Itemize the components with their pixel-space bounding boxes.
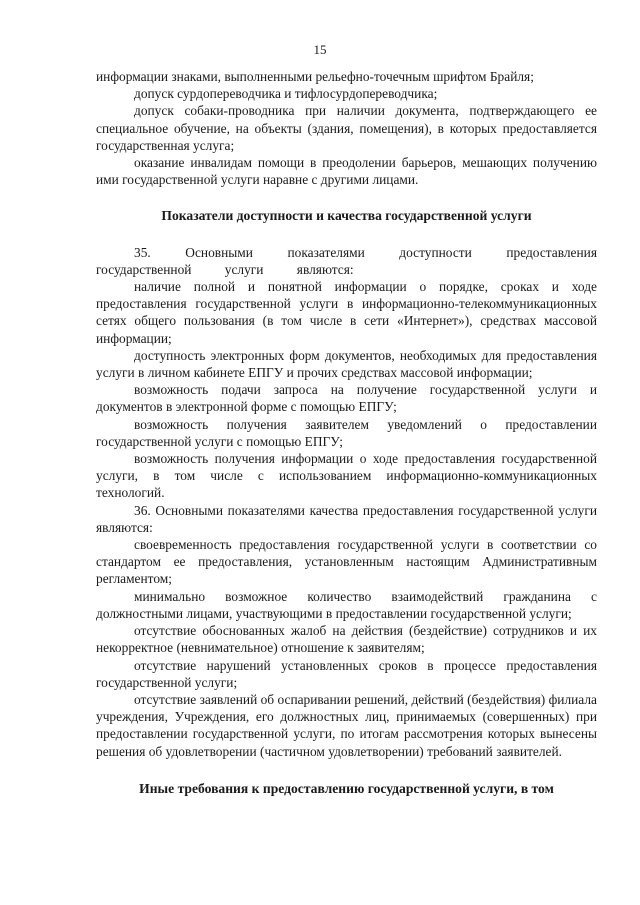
paragraph-35-notifications: возможность получения заявителем уведомлений о предоставлении государственной услуги с помощью ЕПГУ; [96,416,597,449]
paragraph-36-deadlines: отсутствие нарушений установленных сроков в процессе предоставления государственной услуги; [96,657,597,690]
paragraph-35-electronic-forms: доступность электронных форм документов, необходимых для предоставления услуги в личном кабинете ЕПГУ и прочих средствах массовой информации; [96,347,597,381]
paragraph-35-progress-info: возможность получения информации о ходе предоставления государственной услуги, в том числе с использованием информационно-коммуникационных технологий. [96,451,597,501]
paragraph-36-timeliness: своевременность предоставления государственной услуги в соответствии со стандартом ее предоставления, установленным настоящим Административным регламентом; [96,537,597,587]
paragraph-36-intro: 36. Основными показателями качества предоставления государственной услуги являются: [96,502,597,535]
paragraph-36-complaints: отсутствие обоснованных жалоб на действия (бездействие) сотрудников и их некорректное (невнимательное) отношение к заявителям; [96,623,597,656]
document-body [96,68,597,797]
paragraph-braille: информации знаками, выполненными рельефно-точечным шрифтом Брайля; [96,69,534,84]
paragraph-35-intro: 35. Основными показателями доступности предоставления государственной услуги являются: [96,244,597,277]
paragraph-guide-dog: допуск собаки-проводника при наличии документа, подтверждающего ее специальное обучение, на объекты (здания, помещения), в которых предоставляется государственная услуга; [96,103,597,153]
paragraph-sign-interpreter: допуск сурдопереводчика и тифлосурдопереводчика; [134,86,438,102]
section-heading-accessibility: Показатели доступности и качества государственной услуги [161,208,532,224]
page-number: 15 [313,42,327,57]
paragraph-35-info: наличие полной и понятной информации о порядке, сроках и ходе предоставления государственной услуги в информационно-телекоммуникационных сетях общего пользования (в том числе в сети «Интернет»), средствах массовой информации; [96,279,597,346]
paragraph-36-appeals: отсутствие заявлений об оспаривании решений, действий (бездействия) филиала учреждения, Учреждения, его должностных лиц, принимаемых (совершенных) при предоставлении государственной услуги, по итогам рассмотрения которых вынесены решения об удовлетворении (частичном удовлетворении) требований заявителей. [96,691,597,759]
section-heading-other-requirements: Иные требования к предоставлению государственной услуги, в том [139,780,554,796]
paragraph-assistance: оказание инвалидам помощи в преодолении барьеров, мешающих получению ими государственной услуги наравне с другими лицами. [96,155,597,188]
paragraph-36-interactions: минимально возможное количество взаимодействий гражданина с должностными лицами, участвующими в предоставлении государственной услуги; [96,588,597,621]
paragraph-35-request: возможность подачи запроса на получение государственной услуги и документов в электронной форме с помощью ЕПГУ; [96,382,597,415]
